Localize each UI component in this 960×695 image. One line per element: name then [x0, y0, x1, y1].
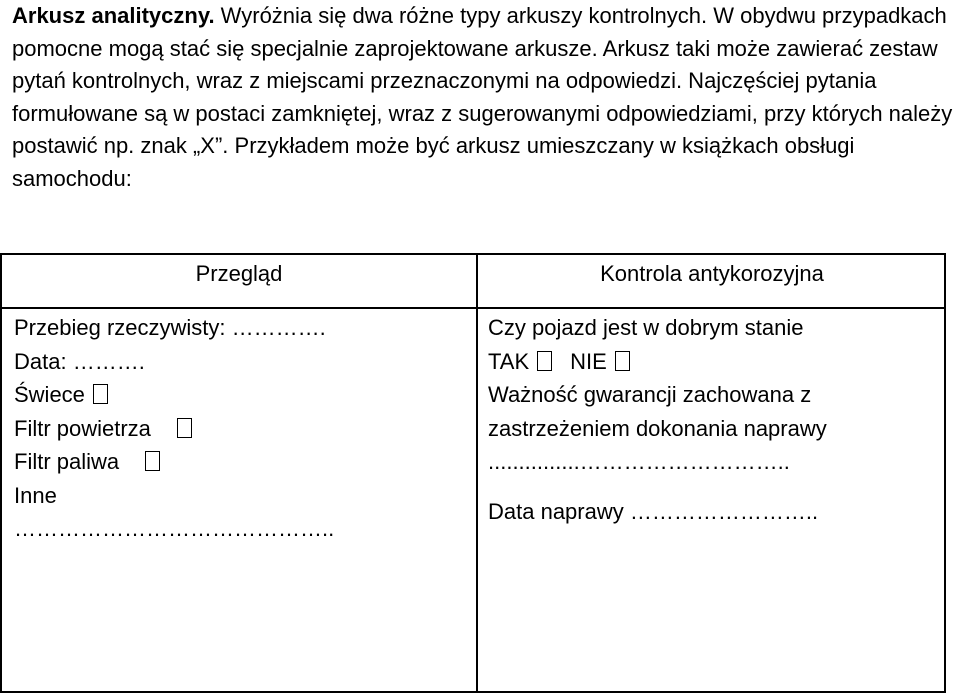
spark-plugs-checkbox[interactable]	[93, 384, 108, 404]
header-anticorrosion: Kontrola antykorozyjna	[600, 261, 824, 286]
date-field[interactable]: Data: ……….	[14, 348, 145, 374]
repair-date-field[interactable]: Data naprawy ……………………..	[488, 498, 819, 524]
air-filter-checkbox[interactable]	[177, 418, 192, 438]
mileage-field[interactable]: Przebieg rzeczywisty: ………….	[14, 315, 326, 340]
spark-plugs-item	[14, 378, 469, 412]
anticorrosion-column	[488, 311, 943, 528]
intro-paragraph	[12, 0, 956, 195]
checklist-table	[0, 253, 946, 693]
spark-plugs-label: Świece	[14, 382, 85, 407]
other-field[interactable]: ……………………………………..	[14, 516, 335, 541]
yes-label: TAK	[488, 348, 530, 374]
air-filter-label: Filtr powietrza	[14, 415, 151, 441]
fuel-filter-checkbox[interactable]	[145, 451, 160, 471]
header-inspection: Przegląd	[195, 261, 283, 286]
other-label: Inne	[14, 482, 57, 508]
warranty-line-1: Ważność gwarancji zachowana z	[488, 382, 812, 407]
no-checkbox[interactable]	[615, 351, 630, 371]
condition-question: Czy pojazd jest w dobrym stanie	[488, 315, 804, 340]
column-divider	[476, 255, 478, 691]
fuel-filter-item	[14, 445, 469, 479]
yes-no-row	[488, 345, 943, 379]
no-label: NIE	[570, 348, 607, 374]
intro-text: Wyróżnia się dwa różne typy arkuszy kontrolnych. W obydwu przypadkach pomocne mogą stać się specjalnie zaprojektowane arkusze. Arkusz taki może zawierać zestaw pytań kontrolnych, wraz z miejscami przeznaczonymi na odpowiedzi. Najczęściej pytania formułowane są w postaci zamkniętej, wraz z sugerowanymi odpowiedziami, przy których należy postawić np. znak „X”. Przykładem może być arkusz umieszczany w książkach obsługi samochodu:	[12, 3, 953, 191]
inspection-column	[14, 311, 469, 546]
warranty-dots-field[interactable]: ...............………………………..	[488, 449, 790, 474]
yes-checkbox[interactable]	[537, 351, 552, 371]
air-filter-item	[14, 412, 469, 446]
warranty-line-2: zastrzeżeniem dokonania naprawy	[488, 415, 827, 441]
fuel-filter-label: Filtr paliwa	[14, 449, 120, 474]
intro-lead: Arkusz analityczny.	[12, 3, 215, 28]
